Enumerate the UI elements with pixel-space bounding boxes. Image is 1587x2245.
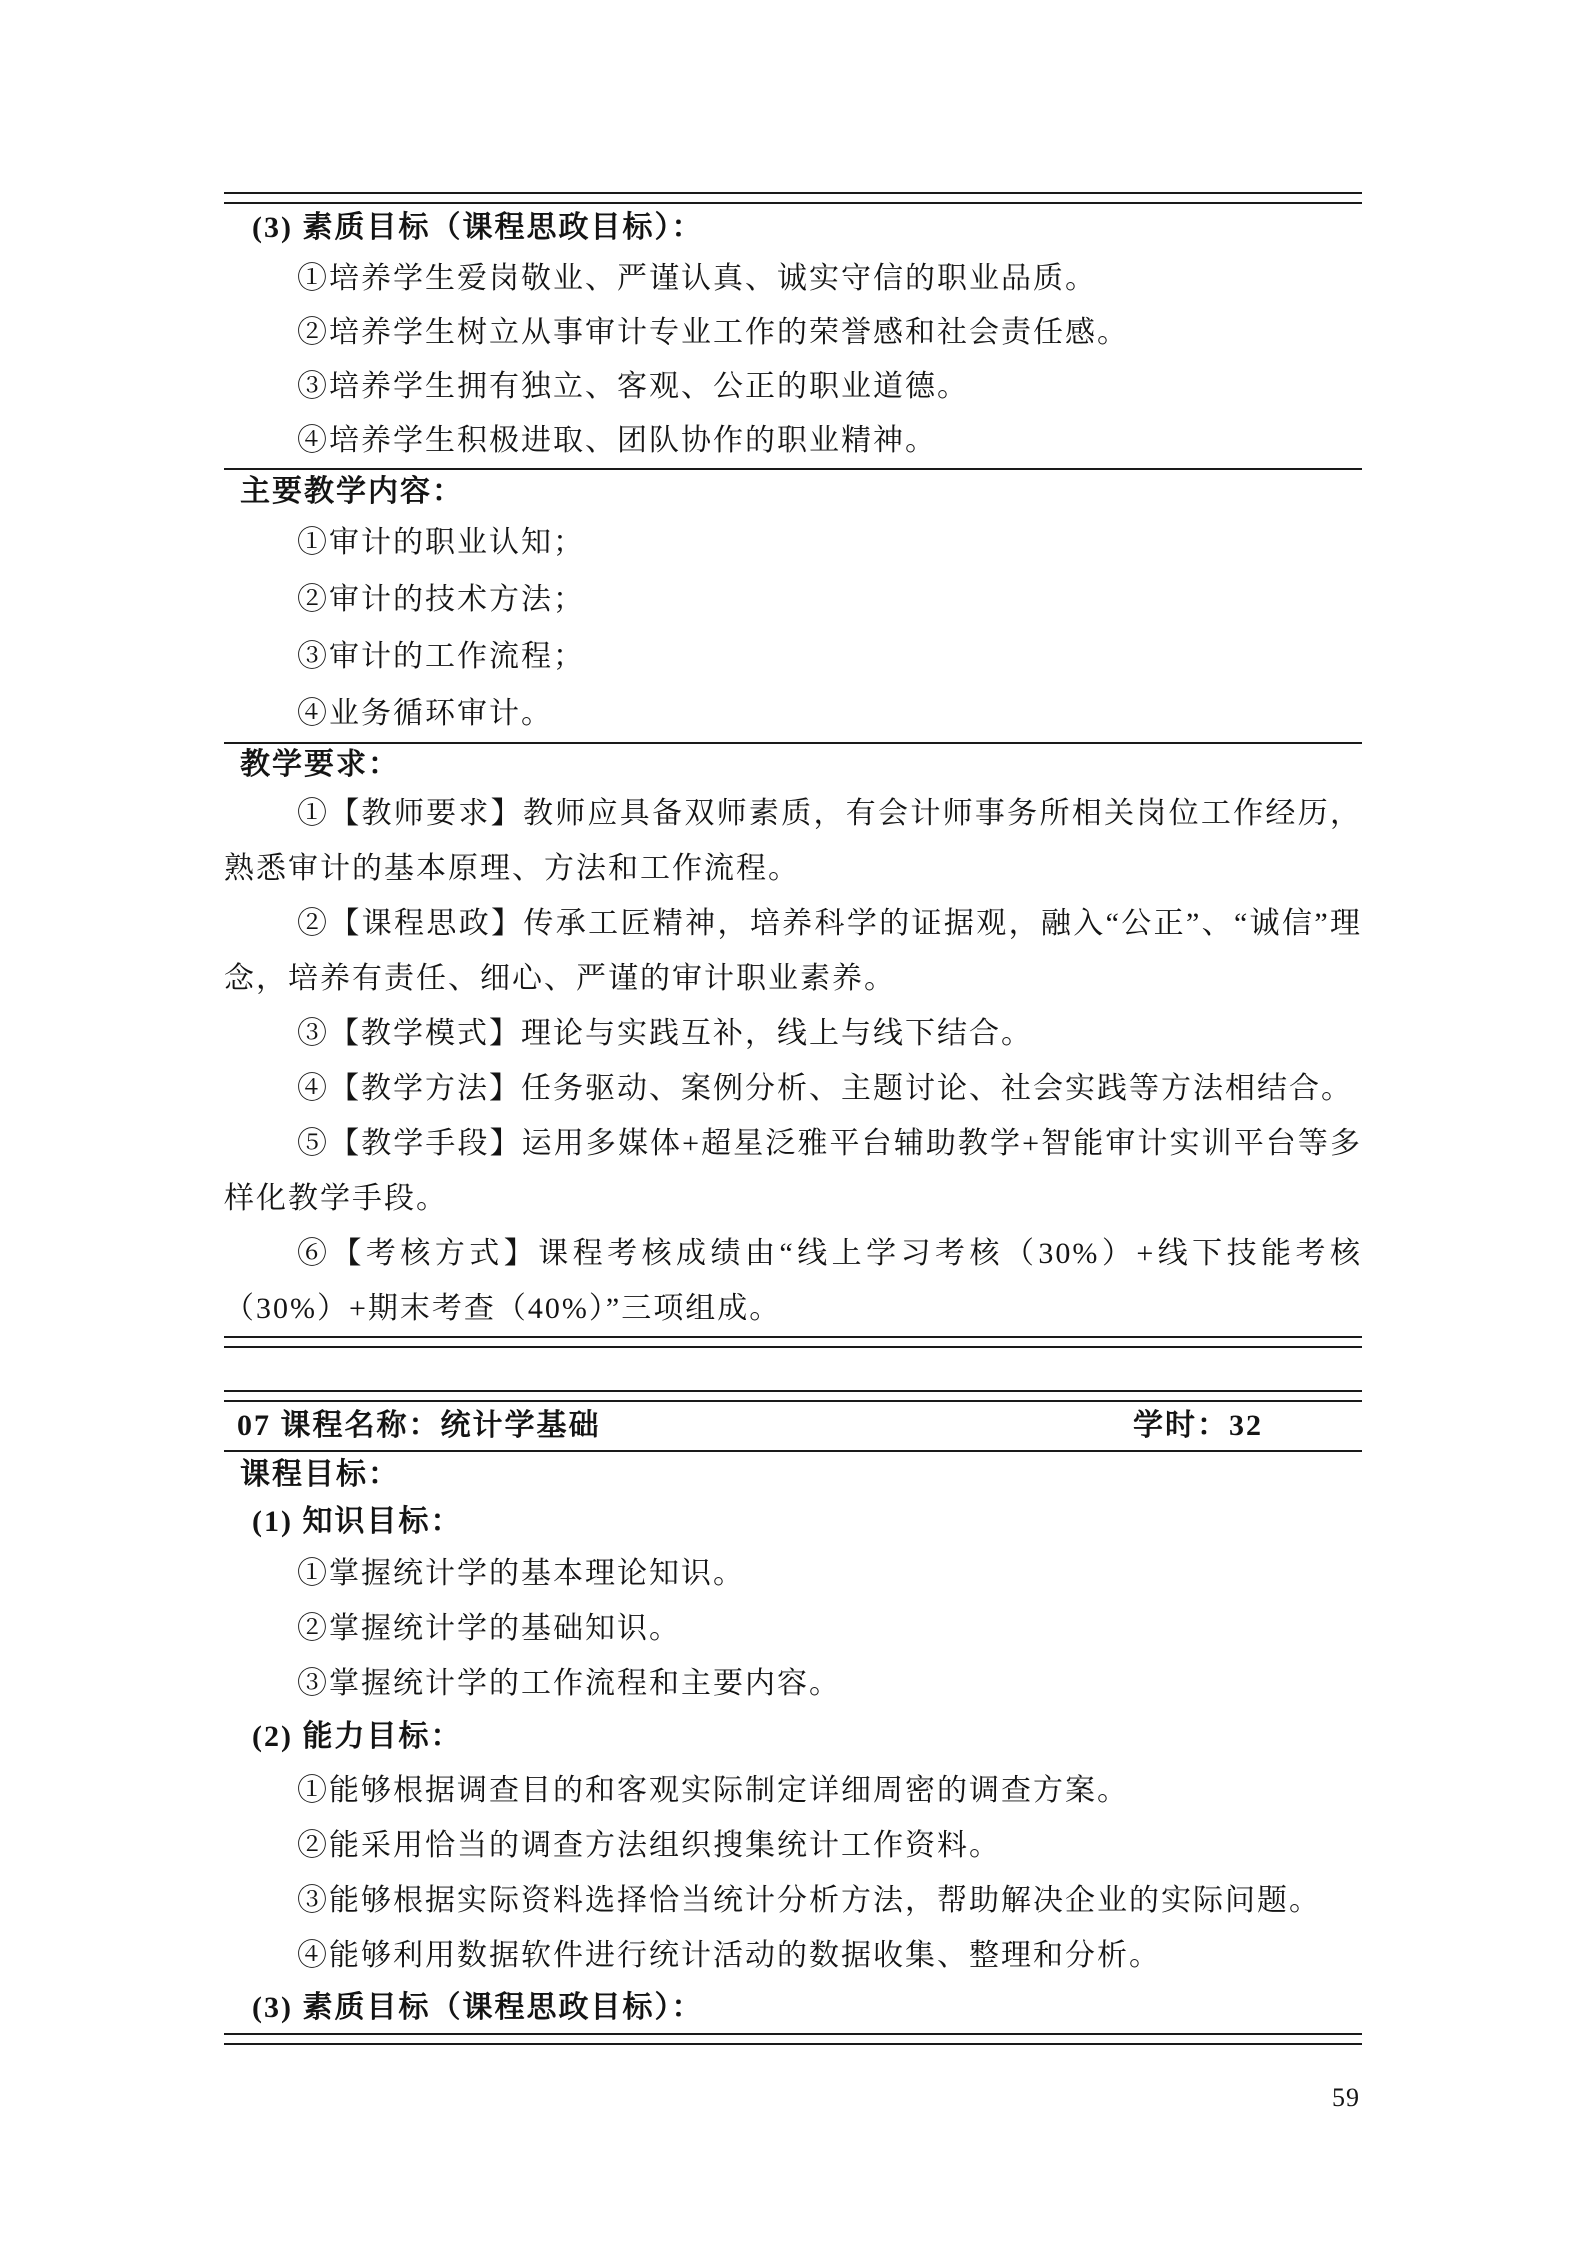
- table-border-top: [224, 192, 1362, 204]
- teaching-requirement-item: ③【教学模式】理论与实践互补，线上与线下结合。: [297, 1017, 1033, 1050]
- quality-goal-item: ①培养学生爱岗敬业、严谨认真、诚实守信的职业品质。: [297, 262, 1097, 295]
- document-content: [224, 0, 1362, 2113]
- top-margin: [224, 0, 1362, 192]
- page-break-border: [224, 2033, 1362, 2045]
- table-border-bottom: [224, 1336, 1362, 1348]
- teaching-requirement-item: ④【教学方法】任务驱动、案例分析、主题讨论、社会实践等方法相结合。: [297, 1072, 1353, 1105]
- teaching-requirement-item: ⑥【考核方式】课程考核成绩由“线上学习考核（30%）+线下技能考核（30%）+期末考查（40%）”三项组成。: [224, 1237, 1362, 1325]
- quality-goal-item: ③培养学生拥有独立、客观、公正的职业道德。: [297, 370, 969, 403]
- knowledge-goal-item: ①掌握统计学的基本理论知识。: [297, 1557, 745, 1590]
- teaching-content-item: ④业务循环审计。: [297, 697, 553, 730]
- page-number: 59: [1332, 2083, 1360, 2112]
- quality-goal-heading-07: (3) 素质目标（课程思政目标）：: [252, 1991, 704, 2024]
- teaching-content-item: ③审计的工作流程；: [297, 640, 585, 673]
- teaching-content-item: ②审计的技术方法；: [297, 583, 585, 616]
- ability-goal-item: ③能够根据实际资料选择恰当统计分析方法，帮助解决企业的实际问题。: [297, 1884, 1321, 1917]
- teaching-requirement-item: ①【教师要求】教师应具备双师素质，有会计师事务所相关岗位工作经历，熟悉审计的基本原理、方法和工作流程。: [224, 797, 1362, 885]
- teaching-content-item: ①审计的职业认知；: [297, 526, 585, 559]
- ability-goal-heading: (2) 能力目标：: [252, 1720, 463, 1753]
- teaching-requirement-item: ⑤【教学手段】运用多媒体+超星泛雅平台辅助教学+智能审计实训平台等多样化教学手段。: [224, 1127, 1362, 1215]
- quality-goal-heading: (3) 素质目标（课程思政目标）：: [252, 211, 704, 244]
- teaching-requirement-item: ②【课程思政】传承工匠精神，培养科学的证据观，融入“公正”、“诚信”理念，培养有责任、细心、严谨的审计职业素养。: [224, 907, 1362, 995]
- table-border-top: [224, 1390, 1362, 1402]
- block-gap: [224, 1348, 1362, 1390]
- teaching-requirements-heading: 教学要求：: [240, 748, 400, 781]
- course-goal-heading: 课程目标：: [240, 1458, 400, 1491]
- course-hours: 学时：32: [1133, 1409, 1263, 1442]
- teaching-content-heading: 主要教学内容：: [240, 475, 464, 508]
- ability-goal-item: ④能够利用数据软件进行统计活动的数据收集、整理和分析。: [297, 1939, 1161, 1972]
- ability-goal-item: ②能采用恰当的调查方法组织搜集统计工作资料。: [297, 1829, 1001, 1862]
- knowledge-goal-item: ②掌握统计学的基础知识。: [297, 1612, 681, 1645]
- ability-goal-item: ①能够根据调查目的和客观实际制定详细周密的调查方案。: [297, 1774, 1129, 1807]
- course-number-title: 07 课程名称：统计学基础: [237, 1409, 601, 1442]
- quality-goal-item: ④培养学生积极进取、团队协作的职业精神。: [297, 424, 937, 457]
- knowledge-goal-heading: (1) 知识目标：: [252, 1505, 463, 1538]
- course-header-row: [224, 1402, 1362, 1450]
- knowledge-goal-item: ③掌握统计学的工作流程和主要内容。: [297, 1667, 841, 1700]
- quality-goal-item: ②培养学生树立从事审计专业工作的荣誉感和社会责任感。: [297, 316, 1129, 349]
